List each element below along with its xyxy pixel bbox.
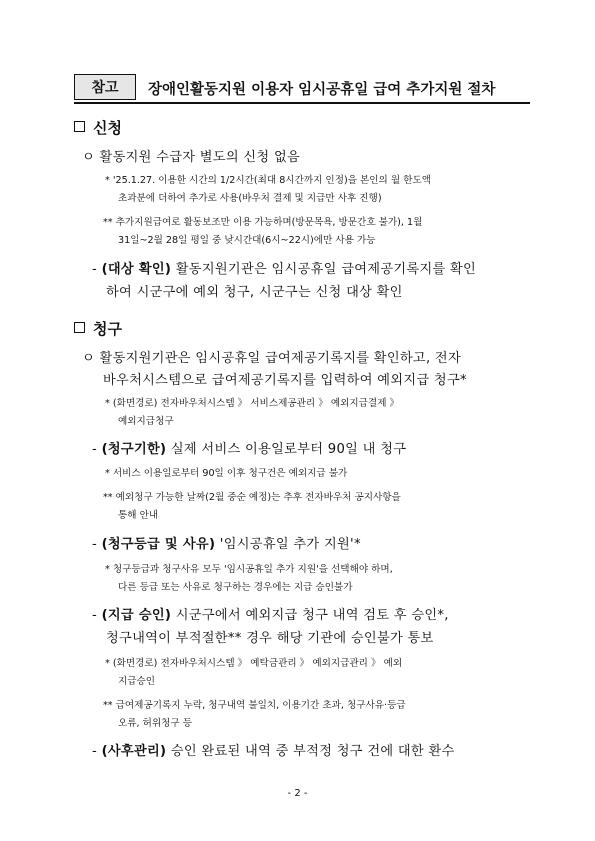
note-text: * '25.1.27. 이용한 시간의 1/2시간(최대 8시간까지 인정)을 본인의 월 한도액 <box>105 175 431 186</box>
note-text: 초과분에 더하여 추가로 사용(바우처 결제 및 지급만 사후 진행) <box>118 193 382 204</box>
square-bullet-icon <box>74 121 85 132</box>
page-header <box>74 74 530 102</box>
note-text: ** 예외청구 가능한 날짜(2월 중순 예정)는 추후 전자바우처 공지사항을 <box>103 492 401 503</box>
section-heading-claim: 청구 <box>74 318 122 339</box>
note-text: 다른 등급 또는 사유로 청구하는 경우에는 지급 승인불가 <box>118 582 353 593</box>
bullet-text: ㅇ 활동지원 수급자 별도의 신청 없음 <box>82 150 301 165</box>
note-text: ** 급여제공기록지 누락, 청구내역 불일치, 이용기간 초과, 청구사유·등급 <box>103 700 406 711</box>
note-text: 지급승인 <box>118 676 156 687</box>
reference-tag: 참고 <box>74 74 136 100</box>
dash-item: - (지급 승인) 시군구에서 예외지급 청구 내역 검토 후 승인*, <box>92 608 449 623</box>
note-text: ** 추가지원급여로 활동보조만 이용 가능하며(방문목욕, 방문간호 불가), 1월 <box>103 217 423 228</box>
page-title: 장애인활동지원 이용자 임시공휴일 급여 추가지원 절차 <box>148 82 496 98</box>
note-text: 예외지급청구 <box>118 416 174 427</box>
bullet-text: ㅇ 활동지원기관은 임시공휴일 급여제공기록지를 확인하고, 전자 <box>82 351 462 366</box>
header-rule <box>74 102 530 104</box>
dash-item-continued: 하여 시군구에 예외 청구, 시군구는 신청 대상 확인 <box>106 285 403 300</box>
note-text: 통해 안내 <box>118 510 159 521</box>
square-bullet-icon <box>74 322 85 333</box>
dash-item: - (청구기한) 실제 서비스 이용일로부터 90일 내 청구 <box>92 442 407 457</box>
note-text: 31일~2월 28일 평일 중 낮시간대(6시~22시)에만 사용 가능 <box>118 235 376 246</box>
dash-item: - (사후관리) 승인 완료된 내역 중 부적정 청구 건에 대한 환수 <box>92 744 455 759</box>
bullet-text-continued: 바우처시스템으로 급여제공기록지를 입력하여 예외지급 청구* <box>103 373 467 388</box>
dash-item-continued: 청구내역이 부적절한** 경우 해당 기관에 승인불가 통보 <box>106 631 434 646</box>
note-text: * (화면경로) 전자바우처시스템 》 예탁금관리 》 예외지급관리 》 예외 <box>105 658 403 669</box>
page-number: - 2 - <box>287 788 308 799</box>
note-text: * (화면경로) 전자바우처시스템 》 서비스제공관리 》 예외지급결제 》 <box>105 398 400 409</box>
section-heading-apply: 신청 <box>74 117 122 138</box>
note-text: 오류, 허위청구 등 <box>118 718 193 729</box>
dash-item: - (청구등급 및 사유) '임시공휴일 추가 지원'* <box>92 537 361 552</box>
note-text: * 청구등급과 청구사유 모두 '임시공휴일 추가 지원'을 선택해야 하며, <box>105 564 393 575</box>
note-text: * 서비스 이용일로부터 90일 이후 청구건은 예외지급 불가 <box>105 468 348 479</box>
dash-item: - (대상 확인) 활동지원기관은 임시공휴일 급여제공기록지를 확인 <box>92 262 477 277</box>
